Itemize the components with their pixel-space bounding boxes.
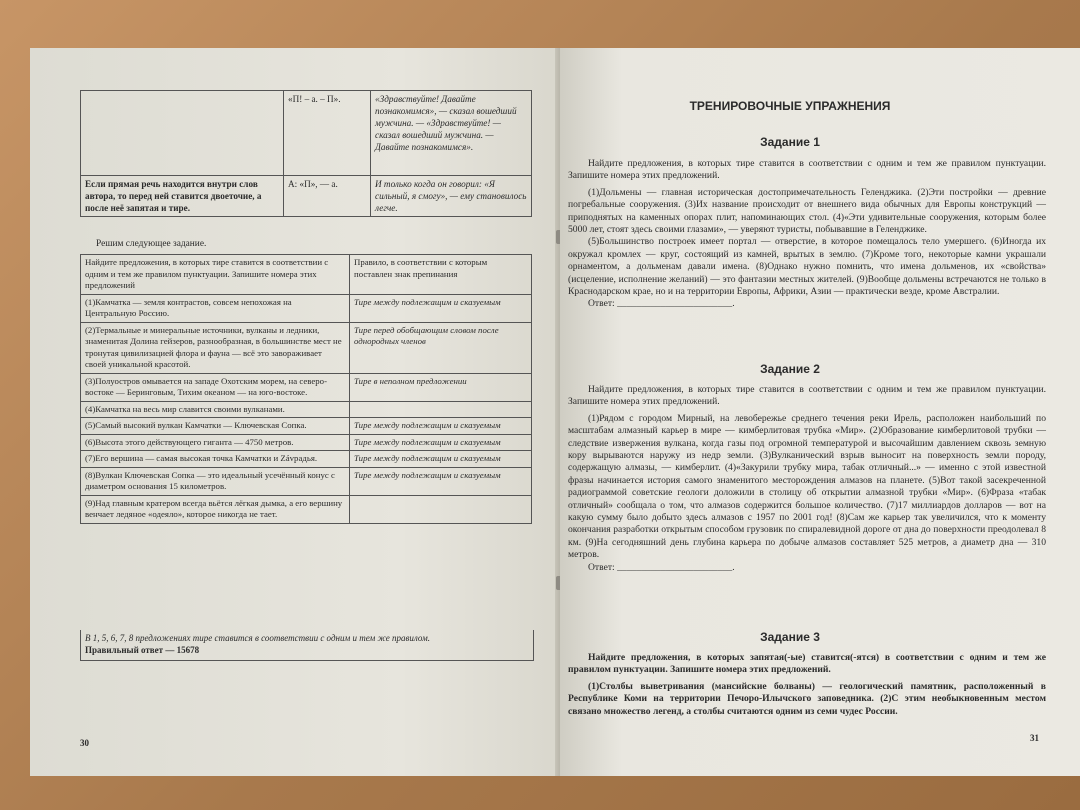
rule-head-cell: Правило, в соответствии с которым поставлен знак препинания [350, 255, 532, 295]
example-cell: «Здравствуйте! Давайте познакомимся», — сказал вошедший мужчина. — «Здравствуйте! — сказал вошедший мужчина. — Давайте познакомимся». [371, 91, 532, 176]
rule-cell [350, 495, 532, 523]
page-title: ТРЕНИРОВОЧНЫЕ УПРАЖНЕНИЯ [689, 99, 891, 113]
sentence-cell: (7)Его вершина — самая высокая точка Камчатки и Závрадья. [81, 451, 350, 468]
rule-cell [81, 91, 284, 176]
task-3-instruction: Найдите предложения, в которых запятая(-ые) ставится(-ятся) в соответствии с одним и тем же правилом пунктуации. Запишите номера этих предложений. [568, 652, 1046, 676]
table-row [81, 373, 532, 401]
rule-cell: Тире между подлежащим и сказуемым [350, 467, 532, 495]
sentence-cell: (9)Над главным кратером всегда вьётся лёгкая дымка, а его вершину венчает ледяное «одеяло», которое никогда не тает. [81, 495, 350, 523]
table-row [81, 176, 532, 217]
correct-answer: Правильный ответ — 15678 [85, 645, 200, 655]
example-cell: И только когда он говорил: «Я сильный, я смогу», — ему становилось легче. [371, 176, 532, 217]
rule-cell: Тире между подлежащим и сказуемым [350, 294, 532, 322]
rule-cell: Тире между подлежащим и сказуемым [350, 434, 532, 451]
sentence-cell: (5)Самый высокий вулкан Камчатки — Ключевская Сопка. [81, 418, 350, 435]
solution-footer [80, 630, 534, 661]
rule-cell: Тире в неполном предложении [350, 373, 532, 401]
task-1-body [568, 158, 1046, 311]
intro-text: Решим следующее задание. [96, 239, 207, 249]
table-header-row [81, 255, 532, 295]
task-1-text-2: (5)Большинство построек имеет портал — отверстие, в которое помещалось тело умершего. (6)Иногда их окружал кромлех — круг, состоящий из камней, врытых в землю. (7)Кроме того, некоторые камни украшали орнаментом, а дольменам давали имена. (8)Однако нужно помнить, что имена дольменов, их «свойства» (исцеление, исполнение желаний) — это фантазии местных жителей. (9)Вообще дольмены встречаются не только в Краснодарском крае, но и на территории Европы, Африки, Азии — практически везде, кроме Австралии. [568, 236, 1046, 298]
rule-cell: Тире между подлежащим и сказуемым [350, 451, 532, 468]
task-2-instruction: Найдите предложения, в которых тире ставится в соответствии с одним и тем же правилом пунктуации. Запишите номера этих предложений. [568, 384, 1046, 408]
task-1-text: (1)Дольмены — главная историческая достопримечательность Геленджика. (2)Эти постройки — древние погребальные сооружения. (3)Их название происходит от внешнего вида обычных для Европы конструкций — приподнятых на каменных опорах плит, напоминающих стол. (4)«Эти удивительные сооружения, которым более 5000 лет, стоят здесь своими глазами», — уверяют туристы, побывавшие в Геленджике. [568, 186, 1046, 236]
sentence-cell: (4)Камчатка на весь мир славится своими вулканами. [81, 401, 350, 418]
page-number-right: 31 [1030, 733, 1039, 743]
task-1-answer-line: Ответ: ________________________. [588, 298, 735, 310]
task-3-heading: Задание 3 [760, 630, 820, 644]
sentence-cell: (1)Камчатка — земля контрастов, совсем непохожая на Центральную Россию. [81, 294, 350, 322]
task-2-heading: Задание 2 [760, 362, 820, 376]
table-row [81, 91, 532, 176]
task-head-cell: Найдите предложения, в которых тире ставится в соответствии с одним и тем же правилом пунктуации. Запишите номера этих предложений [81, 255, 350, 295]
task-3-text: (1)Столбы выветривания (мансийские болваны) — геологический памятник, расположенный в Республике Коми на территории Печоро-Илычского заповедника. (2)С этим необыкновенным местом связано множество легенд, а столбы считаются одним из семи чудес России. [568, 680, 1046, 717]
task-2-text: (1)Рядом с городом Мирный, на левобережье среднего течения реки Ирель, расположен наибольший по масштабам алмазный карьер в мире — кимберлитовая трубка «Мир». (2)Образование кимберлитовой трубки — следствие извержения вулкана, когда газы под огромной температурой и высочайшим давлением сквозь земную кору вырываются наружу из недр земли. (3)Вулканический взрыв выносит на поверхность земли породу, содержащую алмазы, — кимберлит. (4)«Закурили трубку мира, табак отличный...» — именно с этой известной фразы начинается история самого знаменитого месторождения алмазов на планете. (5)Вот такой засекреченной радиограммой советские геологи доложили в столицу об открытии алмазной трубки «Мир». (6)Фраза «табак отличный» сообщала о том, что алмазов содержится большое количество. (7)17 миллиардов долларов — вот на какую сумму было добыто здесь алмазов с 1957 по 2001 год! (8)Сам же карьер так увеличился, что к моменту окончания разработки открытым способом грузовик по спиралевидной дороге от дна до поверхности преодолевал 8 км. (9)На сегодняшний день глубина карьера по добыче алмазов составляет 525 метров, а диаметр дна — 310 метров. [568, 412, 1046, 561]
rule-cell: Тире перед обобщающим словом после однородных членов [350, 322, 532, 373]
task-3-body [568, 652, 1046, 718]
table-row [81, 495, 532, 523]
page-number-left: 30 [80, 738, 89, 748]
task-2-body [568, 384, 1046, 574]
sentence-cell: (6)Высота этого действующего гиганта — 4750 метров. [81, 434, 350, 451]
table-row [81, 294, 532, 322]
rule-cell: Тире между подлежащим и сказуемым [350, 418, 532, 435]
sentence-cell: (8)Вулкан Ключевская Сопка — это идеальный усечённый конус с диаметром основания 15 километров. [81, 467, 350, 495]
scheme-cell: «П! – а. – П». [284, 91, 371, 176]
task-2-answer-line: Ответ: ________________________. [588, 561, 735, 573]
table-row [81, 418, 532, 435]
footer-explanation: В 1, 5, 6, 7, 8 предложениях тире ставится в соответствии с одним и тем же правилом. [85, 633, 431, 643]
table-row [81, 322, 532, 373]
task-1-instruction: Найдите предложения, в которых тире ставится в соответствии с одним и тем же правилом пунктуации. Запишите номера этих предложений. [568, 158, 1046, 182]
rule-cell: Если прямая речь находится внутри слов автора, то перед ней ставится двоеточие, а после неё запятая и тире. [81, 176, 284, 217]
sentence-cell: (2)Термальные и минеральные источники, вулканы и ледники, знаменитая Долина гейзеров, разнообразная, в большинстве мест не тронутая цивилизацией флора и фауна — всё это завораживает своей уникальной красотой. [81, 322, 350, 373]
solution-table [80, 254, 532, 524]
table-row [81, 401, 532, 418]
table-row [81, 451, 532, 468]
punctuation-rules-table [80, 90, 532, 217]
table-row [81, 434, 532, 451]
left-page [30, 48, 560, 776]
rule-cell [350, 401, 532, 418]
task-1-heading: Задание 1 [760, 135, 820, 149]
sentence-cell: (3)Полуостров омывается на западе Охотским морем, на северо-востоке — Беринговым, Тихим океаном — на юго-востоке. [81, 373, 350, 401]
scheme-cell: А: «П», — а. [284, 176, 371, 217]
table-row [81, 467, 532, 495]
